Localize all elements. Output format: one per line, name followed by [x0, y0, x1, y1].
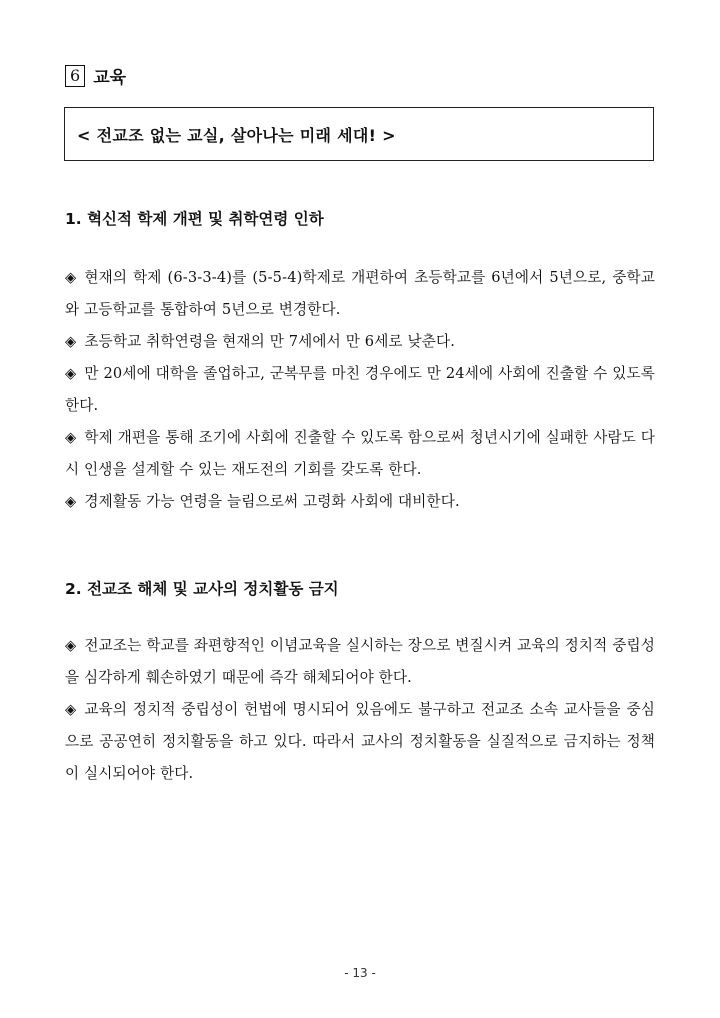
list-item: ◈ 경제활동 가능 연령을 늘림으로써 고령화 사회에 대비한다. [65, 486, 655, 518]
list-item: ◈ 초등학교 취학연령을 현재의 만 7세에서 만 6세로 낮춘다. [65, 326, 655, 358]
list-item: ◈ 만 20세에 대학을 졸업하고, 군복무를 마친 경우에도 만 24세에 사회에 진출할 수 있도록 한다. [65, 358, 655, 422]
chapter-title: 교육 [93, 68, 127, 88]
diamond-bullet-icon: ◈ [65, 637, 77, 654]
slogan-text: < 전교조 없는 교실, 살아나는 미래 세대! > [77, 125, 396, 145]
list-item: ◈ 전교조는 학교를 좌편향적인 이념교육을 실시하는 장으로 변질시켜 교육의 정치적 중립성을 심각하게 훼손하였기 때문에 즉각 해체되어야 한다. [65, 630, 655, 694]
section-1-title: 1. 혁신적 학제 개편 및 취학연령 인하 [65, 210, 324, 228]
diamond-bullet-icon: ◈ [65, 365, 77, 382]
section-1-body [65, 262, 655, 518]
diamond-bullet-icon: ◈ [65, 269, 77, 286]
list-item: ◈ 교육의 정치적 중립성이 헌법에 명시되어 있음에도 불구하고 전교조 소속 교사들을 중심으로 공공연히 정치활동을 하고 있다. 따라서 교사의 정치활동을 실질적으로 금지하는 정책이 실시되어야 한다. [65, 694, 655, 790]
diamond-bullet-icon: ◈ [65, 493, 77, 510]
section-2-title: 2. 전교조 해체 및 교사의 정치활동 금지 [65, 580, 339, 598]
slogan-box [64, 107, 654, 161]
section-2-body [65, 630, 655, 790]
list-item: ◈ 학제 개편을 통해 조기에 사회에 진출할 수 있도록 함으로써 청년시기에 실패한 사람도 다시 인생을 설계할 수 있는 재도전의 기회를 갖도록 한다. [65, 422, 655, 486]
chapter-heading [65, 63, 126, 88]
list-item: ◈ 현재의 학제 (6-3-3-4)를 (5-5-4)학제로 개편하여 초등학교를 6년에서 5년으로, 중학교와 고등학교를 통합하여 5년으로 변경한다. [65, 262, 655, 326]
chapter-number: 6 [65, 65, 85, 87]
diamond-bullet-icon: ◈ [65, 429, 77, 446]
diamond-bullet-icon: ◈ [65, 701, 77, 718]
page-number: - 13 - [344, 966, 376, 980]
diamond-bullet-icon: ◈ [65, 333, 77, 350]
